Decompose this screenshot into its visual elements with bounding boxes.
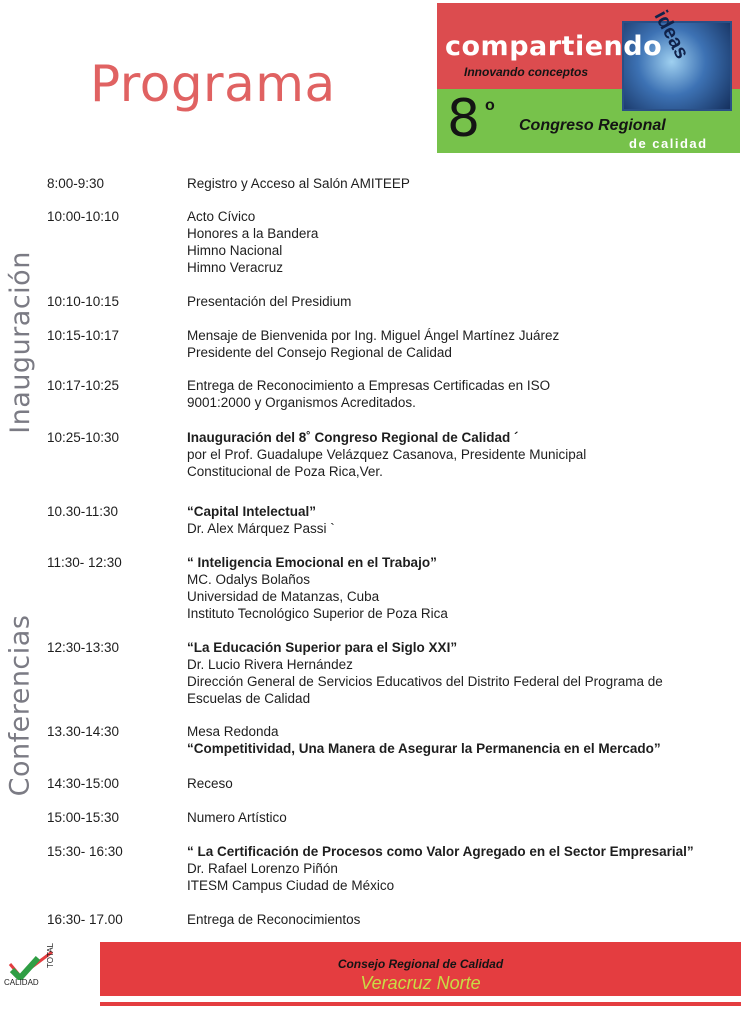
schedule-description: [187, 775, 737, 792]
schedule-time: 10:15-10:17: [47, 328, 120, 343]
schedule-line: Himno Nacional: [187, 243, 283, 258]
schedule-description: [187, 503, 737, 537]
logo-brand: compartiendo: [445, 31, 663, 62]
schedule-line: Dr. Lucio Rivera Hernández: [187, 657, 353, 672]
schedule-time: 13.30-14:30: [47, 724, 120, 739]
logo-slogan: Innovando conceptos: [464, 65, 589, 79]
schedule-line: Constitucional de Poza Rica,Ver.: [187, 464, 383, 479]
schedule-line: Honores a la Bandera: [187, 226, 319, 241]
schedule-line: 9001:2000 y Organismos Acreditados.: [187, 395, 416, 410]
schedule-description: [187, 327, 737, 361]
side-label-inauguracion: [2, 240, 38, 445]
schedule-line: Mesa Redonda: [187, 724, 279, 739]
schedule-line: Mensaje de Bienvenida por Ing. Miguel Ángel Martínez Juárez: [187, 328, 560, 343]
schedule-time: 8:00-9:30: [47, 176, 105, 191]
schedule-description: [187, 429, 737, 480]
schedule-line: MC. Odalys Bolaños: [187, 572, 311, 587]
calidad-word: CALIDAD: [4, 978, 39, 987]
schedule-time: 15:00-15:30: [47, 810, 120, 825]
logo-number: 8: [447, 89, 481, 149]
page-title: Programa: [90, 55, 336, 113]
schedule-time: 10:00-10:10: [47, 209, 120, 224]
schedule-line: Universidad de Matanzas, Cuba: [187, 589, 380, 604]
schedule-description: [187, 843, 737, 894]
schedule-time: 10.30-11:30: [47, 504, 119, 519]
schedule-line: Registro y Acceso al Salón AMITEEP: [187, 176, 410, 191]
schedule-line: “Competitividad, Una Manera de Asegurar la Permanencia en el Mercado”: [187, 741, 661, 756]
schedule-time: 11:30- 12:30: [47, 555, 122, 570]
total-word: TOTAL: [46, 942, 55, 968]
logo-quality: de calidad: [629, 136, 708, 151]
schedule-time: 14:30-15:00: [47, 776, 120, 791]
schedule-description: [187, 175, 737, 192]
footer-region: Veracruz Norte: [360, 973, 481, 993]
schedule-line: Receso: [187, 776, 233, 791]
schedule-line: Entrega de Reconocimiento a Empresas Certificadas en ISO: [187, 378, 551, 393]
congress-logo: [437, 3, 740, 153]
calidad-total-logo: [2, 928, 68, 998]
schedule-time: 15:30- 16:30: [47, 844, 123, 859]
schedule-description: [187, 723, 737, 757]
schedule-time: 12:30-13:30: [47, 640, 120, 655]
schedule-description: [187, 911, 737, 928]
schedule-description: [187, 293, 737, 310]
schedule-line: Escuelas de Calidad: [187, 691, 311, 706]
side-label-text: Conferencias: [4, 614, 36, 796]
schedule-line: “ La Certificación de Procesos como Valor Agregado en el Sector Empresarial”: [187, 844, 694, 859]
schedule-line: por el Prof. Guadalupe Velázquez Casanova, Presidente Municipal: [187, 447, 587, 462]
logo-congress: Congreso Regional: [519, 117, 666, 134]
schedule-description: [187, 639, 737, 707]
schedule-line: Presidente del Consejo Regional de Calidad: [187, 345, 452, 360]
schedule-description: [187, 208, 737, 276]
schedule-line: Entrega de Reconocimientos: [187, 912, 361, 927]
schedule-line: “ Inteligencia Emocional en el Trabajo”: [187, 555, 437, 570]
schedule-line: Numero Artístico: [187, 810, 287, 825]
schedule-time: 10:25-10:30: [47, 430, 120, 445]
side-label-conferencias: [2, 600, 38, 810]
schedule-line: Dirección General de Servicios Educativos del Distrito Federal del Programa de: [187, 674, 663, 689]
schedule-line: “Capital Intelectual”: [187, 504, 317, 519]
schedule-time: 10:17-10:25: [47, 378, 120, 393]
logo-ideas: ideas: [649, 7, 694, 63]
schedule-time: 10:10-10:15: [47, 294, 120, 309]
schedule-line: Instituto Tecnológico Superior de Poza Rica: [187, 606, 448, 621]
schedule-time: 16:30- 17.00: [47, 912, 123, 927]
schedule-line: Inauguración del 8˚ Congreso Regional de Calidad ´: [187, 430, 519, 445]
schedule-line: Dr. Alex Márquez Passi `: [187, 521, 335, 536]
schedule-description: [187, 377, 737, 411]
side-label-text: Inauguración: [4, 251, 36, 434]
schedule-line: Dr. Rafael Lorenzo Piñón: [187, 861, 338, 876]
logo-ordinal: o: [485, 97, 495, 114]
footer-council: Consejo Regional de Calidad: [337, 957, 504, 971]
footer-rule: [100, 1002, 741, 1006]
schedule-line: “La Educación Superior para el Siglo XXI”: [187, 640, 458, 655]
schedule-line: ITESM Campus Ciudad de México: [187, 878, 395, 893]
schedule-line: Presentación del Presidium: [187, 294, 352, 309]
schedule-description: [187, 809, 737, 826]
schedule-line: Himno Veracruz: [187, 260, 284, 275]
schedule-line: Acto Cívico: [187, 209, 256, 224]
schedule-description: [187, 554, 737, 622]
